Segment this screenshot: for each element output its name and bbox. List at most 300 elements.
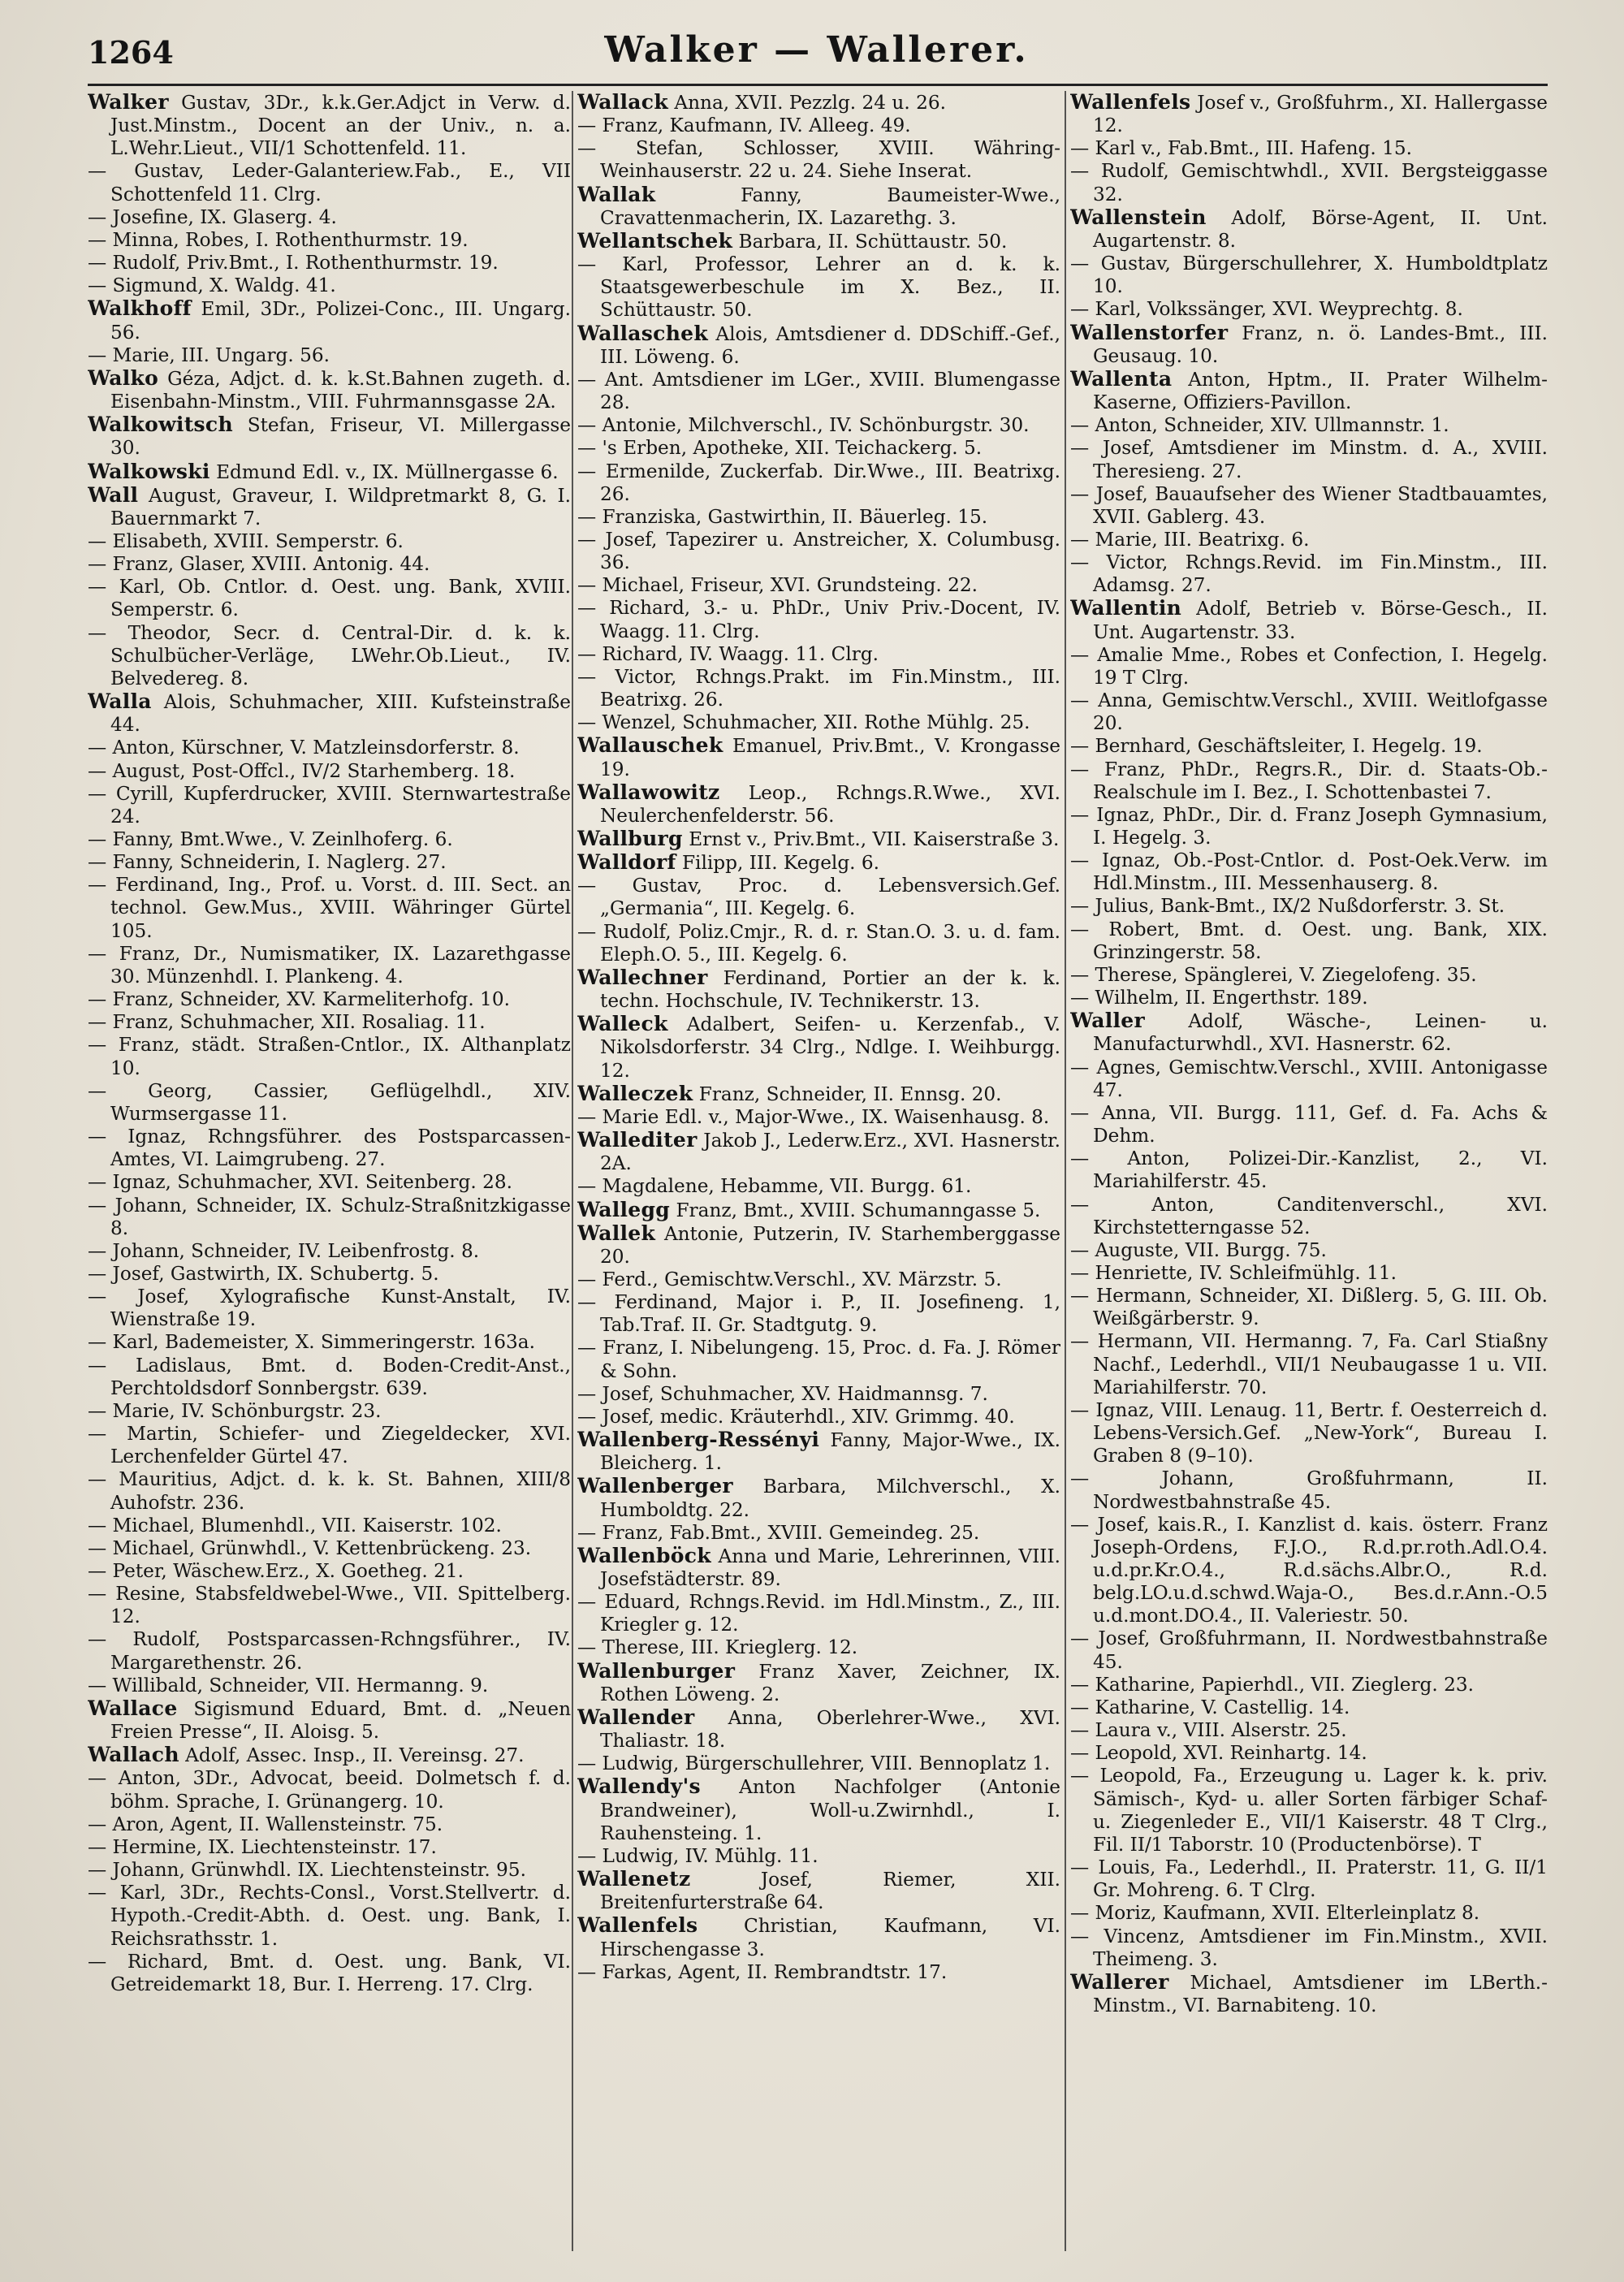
entry-text: Christian, Kaufmann, VI. Hirschengasse 3.: [600, 1915, 1060, 1960]
entry-text: — Eduard, Rchngs.Revid. im Hdl.Minstm., Z., III. Kriegler g. 12.: [577, 1591, 1060, 1636]
directory-surname-entry: [577, 1914, 1060, 1960]
directory-entry: [88, 553, 571, 576]
directory-entry: [1070, 1057, 1548, 1102]
directory-entry: [88, 1263, 571, 1286]
directory-entry: [577, 1175, 1060, 1198]
directory-entry: [88, 252, 571, 274]
directory-entry: [577, 1406, 1060, 1428]
directory-surname-entry: [1070, 91, 1548, 137]
entry-text: Fanny, Major-Wwe., IX. Bleicherg. 1.: [600, 1429, 1060, 1475]
directory-surname-entry: [1070, 597, 1548, 643]
directory-entry: [1070, 1467, 1548, 1513]
surname: Wallenetz: [577, 1867, 691, 1891]
entry-text: — Ferdinand, Major i. P., II. Josefineng. 1, Tab.Traf. II. Gr. Stadtgutg. 9.: [577, 1291, 1060, 1337]
directory-entry: [577, 1337, 1060, 1382]
entry-text: — Josef, Amtsdiener im Minstm. d. A., XVIII. Theresieng. 27.: [1070, 437, 1548, 482]
entry-text: — Karl, Professor, Lehrer an d. k. k. Staatsgewerbeschule im X. Bez., II. Schüttaustr. 50.: [577, 253, 1060, 322]
surname: Wallentin: [1070, 596, 1182, 620]
directory-surname-entry: [577, 1129, 1060, 1175]
entry-text: Anna, Oberlehrer-Wwe., XVI. Thaliastr. 18.: [600, 1706, 1060, 1753]
directory-entry: [88, 1171, 571, 1194]
entry-text: — Theodor, Secr. d. Central-Dir. d. k. k. Schulbücher-Verläge, LWehr.Ob.Lieut., IV. Belvedereg. 8.: [88, 621, 571, 689]
running-title: Walker — Wallerer.: [604, 29, 1029, 71]
entry-text: — Therese, III. Krieglerg. 12.: [577, 1636, 858, 1659]
directory-entry: [1070, 849, 1548, 895]
entry-text: — Leopold, XVI. Reinhartg. 14.: [1070, 1742, 1367, 1765]
column-1: [88, 91, 571, 2251]
directory-entry: [1070, 1742, 1548, 1765]
entry-text: — Josef, Xylografische Kunst-Anstalt, IV. Wienstraße 19.: [88, 1286, 571, 1331]
surname: Wall: [88, 482, 139, 507]
directory-entry: [88, 576, 571, 621]
entry-text: — Anton, Canditenverschl., XVI. Kirchstetterngasse 52.: [1070, 1193, 1548, 1238]
directory-entry: [1070, 1696, 1548, 1719]
entry-text: — Franziska, Gastwirthin, II. Bäuerleg. 15.: [577, 505, 988, 528]
directory-entry: [577, 1961, 1060, 1984]
directory-entry: [88, 1583, 571, 1628]
directory-surname-entry: [1070, 206, 1548, 253]
directory-entry: [1070, 529, 1548, 551]
directory-entry: [88, 1080, 571, 1126]
column-divider: [1065, 91, 1066, 2251]
directory-surname-entry: [577, 1083, 1060, 1106]
surname: Wallach: [88, 1743, 179, 1767]
entry-text: — Stefan, Schlosser, XVIII. Währing-Weinhauserstr. 22 u. 24. Siehe Inserat.: [577, 137, 1060, 183]
directory-entry: [1070, 759, 1548, 804]
directory-entry: [88, 1034, 571, 1079]
entry-text: — Franz, I. Nibelungeng. 15, Proc. d. Fa. J. Römer & Sohn.: [577, 1337, 1060, 1382]
directory-entry: [1070, 1239, 1548, 1262]
directory-entry: [88, 1537, 571, 1560]
directory-entry: [88, 1468, 571, 1514]
directory-entry: [88, 760, 571, 783]
page-number: 1264: [88, 34, 174, 71]
entry-text: — Ignaz, PhDr., Dir. d. Franz Joseph Gymnasium, I. Hegelg. 3.: [1070, 803, 1548, 849]
directory-entry: [1070, 1856, 1548, 1902]
entry-text: Fanny, Baumeister-Wwe., Cravattenmacherin, IX. Lazarethg. 3.: [600, 184, 1060, 229]
entry-text: — Ermenilde, Zuckerfab. Dir.Wwe., III. Beatrixg. 26.: [577, 460, 1060, 505]
directory-entry: [1070, 1719, 1548, 1742]
surname: Wallechner: [577, 965, 708, 989]
entry-text: Adolf, Assec. Insp., II. Vereinsg. 27.: [185, 1744, 525, 1767]
entry-text: — Peter, Wäschew.Erz., X. Goetheg. 21.: [88, 1560, 464, 1582]
entry-text: — Johann, Schneider, IV. Leibenfrostg. 8.: [88, 1239, 480, 1262]
directory-entry: [88, 229, 571, 252]
directory-entry: [1070, 644, 1548, 689]
entry-text: Sigismund Eduard, Bmt. d. „Neuen Freien Presse“, II. Aloisg. 5.: [110, 1697, 571, 1744]
entry-text: — Anna, Gemischtw.Verschl., XVIII. Weitlofgasse 20.: [1070, 689, 1548, 735]
surname: Wallenstein: [1070, 205, 1207, 229]
directory-entry: [1070, 483, 1548, 529]
surname: Walleck: [577, 1012, 668, 1036]
directory-entry: [88, 344, 571, 367]
entry-text: — Ferdinand, Ing., Prof. u. Vorst. d. III. Sect. an technol. Gew.Mus., XVIII. Währinger Gürtel 105.: [88, 874, 571, 942]
entry-text: Franz, Schneider, II. Ennsg. 20.: [698, 1083, 1002, 1105]
directory-surname-entry: [88, 413, 571, 460]
directory-entry: [88, 943, 571, 988]
entry-text: — Ant. Amtsdiener im LGer., XVIII. Blumengasse 28.: [577, 368, 1060, 414]
directory-surname-entry: [577, 322, 1060, 369]
directory-surname-entry: [577, 1222, 1060, 1268]
page-header: [88, 29, 1545, 80]
entry-text: — Hermann, VII. Hermanng. 7, Fa. Carl Stiaßny Nachf., Lederhdl., VII/1 Neubaugasse 1 u. VII. Mariahilferstr. 70.: [1070, 1330, 1548, 1398]
directory-entry: [88, 1813, 571, 1836]
surname: Walkowski: [88, 459, 210, 483]
directory-entry: [1070, 1902, 1548, 1925]
entry-text: — Victor, Rchngs.Revid. im Fin.Minstm., III. Adamsg. 27.: [1070, 551, 1548, 597]
entry-text: — Michael, Blumenhdl., VII. Kaiserstr. 102.: [88, 1514, 502, 1536]
entry-text: — Leopold, Fa., Erzeugung u. Lager k. k. priv. Sämisch-, Kyd- u. aller Sorten färbiger Schaf- u. Ziegenleder E., VII/1 Kaiserstr. 48 T Clrg., Fil. II/1 Taborstr. 10 (Productenbörse). T: [1070, 1765, 1548, 1856]
directory-entry: [88, 1628, 571, 1674]
entry-text: Edmund Edl. v., IX. Müllnergasse 6.: [216, 460, 559, 483]
directory-entry: [88, 1286, 571, 1331]
entry-text: — Hermann, Schneider, XI. Dißlerg. 5, G. III. Ob. Weißgärberstr. 9.: [1070, 1285, 1548, 1330]
directory-entry: [88, 828, 571, 851]
surname: Walko: [88, 365, 159, 390]
surname: Wallendy's: [577, 1774, 701, 1799]
directory-surname-entry: [577, 1428, 1060, 1475]
entry-text: — Willibald, Schneider, VII. Hermanng. 9.: [88, 1674, 489, 1696]
entry-text: Alois, Amtsdiener d. DDSchiff.-Gef., III. Löweng. 6.: [600, 322, 1060, 368]
entry-text: Barbara, Milchverschl., X. Humboldtg. 22.: [600, 1476, 1060, 1521]
entry-text: — Elisabeth, XVIII. Semperstr. 6.: [88, 529, 404, 552]
entry-text: Ferdinand, Portier an der k. k. techn. Hochschule, IV. Technikerstr. 13.: [600, 966, 1060, 1013]
directory-entry: [1070, 964, 1548, 987]
surname: Wallek: [577, 1221, 656, 1245]
entry-text: — Ignaz, Rchngsführer. des Postsparcassen-Amtes, VI. Laimgrubeng. 27.: [88, 1126, 571, 1171]
directory-entry: [577, 460, 1060, 506]
entry-text: — Franz, PhDr., Regrs.R., Dir. d. Staats-Ob.-Realschule im I. Bez., I. Schottenbastei 7.: [1070, 758, 1548, 803]
directory-surname-entry: [577, 734, 1060, 780]
directory-entry: [577, 1383, 1060, 1406]
surname: Wallenburger: [577, 1658, 736, 1683]
entry-text: — Ignaz, Schuhmacher, XVI. Seitenberg. 28.: [88, 1171, 512, 1194]
entry-text: — Katharine, V. Castellig. 14.: [1070, 1696, 1350, 1718]
directory-entry: [577, 875, 1060, 920]
directory-entry: [1070, 895, 1548, 918]
entry-text: — Karl, Ob. Cntlor. d. Oest. ung. Bank, XVIII. Semperstr. 6.: [88, 576, 571, 621]
entry-text: — Henriette, IV. Schleifmühlg. 11.: [1070, 1261, 1397, 1284]
directory-entry: [88, 737, 571, 759]
entry-text: — Rudolf, Priv.Bmt., I. Rothenthurmstr. 19.: [88, 252, 499, 274]
entry-text: — Louis, Fa., Lederhdl., II. Praterstr. 11, G. II/1 Gr. Mohreng. 6. T Clrg.: [1070, 1856, 1548, 1902]
directory-entry: [1070, 414, 1548, 437]
directory-surname-entry: [577, 1545, 1060, 1591]
entry-text: — Ignaz, VIII. Lenaug. 11, Bertr. f. Oesterreich d. Lebens-Versich.Gef. „New-York“, Bureau I. Graben 8 (9–10).: [1070, 1398, 1548, 1467]
directory-entry: [88, 1836, 571, 1859]
directory-entry: [577, 529, 1060, 574]
entry-text: Anton Nachfolger (Antonie Brandweiner), Woll-u.Zwirnhdl., I. Rauhensteing. 1.: [600, 1776, 1060, 1844]
directory-entry: [88, 1423, 571, 1468]
entry-text: — Gustav, Proc. d. Lebensversich.Gef. „Germania“, III. Kegelg. 6.: [577, 875, 1060, 920]
directory-entry: [1070, 1262, 1548, 1285]
directory-entry: [1070, 1194, 1548, 1239]
entry-text: — Hermine, IX. Liechtensteinstr. 17.: [88, 1835, 437, 1858]
entry-text: — Moriz, Kaufmann, XVII. Elterleinplatz 8.: [1070, 1902, 1480, 1925]
directory-entry: [577, 597, 1060, 642]
directory-surname-entry: [88, 297, 571, 344]
entry-text: — Agnes, Gemischtw.Verschl., XVIII. Antonigasse 47.: [1070, 1056, 1548, 1101]
column-2: [577, 91, 1060, 2251]
directory-surname-entry: [577, 1706, 1060, 1753]
entry-text: — Sigmund, X. Waldg. 41.: [88, 274, 336, 297]
directory-entry: [88, 1951, 571, 1996]
directory-entry: [577, 506, 1060, 529]
surname: Walkowitsch: [88, 413, 233, 437]
directory-entry: [1070, 689, 1548, 735]
directory-entry: [577, 1291, 1060, 1337]
directory-entry: [88, 622, 571, 690]
entry-text: Franz, n. ö. Landes-Bmt., III. Geusaug. 10.: [1093, 322, 1548, 367]
directory-entry: [88, 1400, 571, 1423]
entry-text: — Anna, VII. Burgg. 111, Gef. d. Fa. Achs & Dehm.: [1070, 1101, 1548, 1147]
entry-text: — Fanny, Schneiderin, I. Naglerg. 27.: [88, 851, 447, 874]
surname: Wallediter: [577, 1128, 698, 1152]
directory-entry: [1070, 1399, 1548, 1467]
directory-entry: [577, 115, 1060, 137]
entry-text: — Cyrill, Kupferdrucker, XVIII. Sternwartestraße 24.: [88, 782, 571, 828]
entry-text: — Franz, Schuhmacher, XII. Rosaliag. 11.: [88, 1011, 486, 1034]
directory-entry: [88, 1126, 571, 1171]
entry-text: Ernst v., Priv.Bmt., VII. Kaiserstraße 3.: [689, 828, 1060, 850]
entry-text: — Josef, Bauaufseher des Wiener Stadtbauamtes, XVII. Gablerg. 43.: [1070, 482, 1548, 528]
entry-text: — Ludwig, IV. Mühlg. 11.: [577, 1844, 818, 1867]
entry-text: Jakob J., Lederw.Erz., XVI. Hasnerstr. 2A.: [600, 1130, 1060, 1175]
directory-entry: [88, 874, 571, 942]
entry-text: Emanuel, Priv.Bmt., V. Krongasse 19.: [600, 735, 1060, 780]
entry-text: Leop., Rchngs.R.Wwe., XVI. Neulerchenfelderstr. 56.: [600, 781, 1060, 827]
entry-text: — Johann, Grünwhdl. IX. Liechtensteinstr. 95.: [88, 1859, 526, 1882]
entry-text: — Therese, Spänglerei, V. Ziegelofeng. 35.: [1070, 963, 1477, 986]
directory-entry: [577, 1106, 1060, 1129]
directory-surname-entry: [577, 91, 1060, 115]
surname: Wallegg: [577, 1197, 671, 1221]
directory-entry: [1070, 298, 1548, 321]
entry-text: — Franz, Kaufmann, IV. Alleeg. 49.: [577, 115, 911, 137]
entry-text: — Robert, Bmt. d. Oest. ung. Bank, XIX. Grinzingerstr. 58.: [1070, 918, 1548, 963]
directory-entry: [88, 1675, 571, 1697]
directory-entry: [88, 1560, 571, 1583]
directory-surname-entry: [577, 184, 1060, 230]
entry-text: — Antonie, Milchverschl., IV. Schönburgstr. 30.: [577, 414, 1030, 437]
entry-text: — Michael, Grünwhdl., V. Kettenbrückeng. 23.: [88, 1536, 532, 1559]
directory-surname-entry: [88, 91, 571, 160]
entry-text: Adolf, Betrieb v. Börse-Gesch., II. Unt. Augartenstr. 33.: [1093, 598, 1548, 643]
directory-entry: [577, 1636, 1060, 1659]
entry-text: — Richard, Bmt. d. Oest. ung. Bank, VI. Getreidemarkt 18, Bur. I. Herreng. 17. Clrg.: [88, 1950, 571, 1995]
entry-text: — Georg, Cassier, Geflügelhdl., XIV. Wurmsergasse 11.: [88, 1079, 571, 1125]
entry-text: Franz Xaver, Zeichner, IX. Rothen Löweng. 2.: [600, 1660, 1060, 1705]
entry-text: — Vincenz, Amtsdiener im Fin.Minstm., XVII. Theimeng. 3.: [1070, 1925, 1548, 1970]
entry-text: — Franz, Schneider, XV. Karmeliterhofg. 10.: [88, 988, 510, 1011]
directory-entry: [577, 137, 1060, 183]
entry-text: — Anton, Polizei-Dir.-Kanzlist, 2., VI. Mariahilferstr. 45.: [1070, 1147, 1548, 1193]
directory-surname-entry: [577, 1013, 1060, 1082]
directory-surname-entry: [577, 1199, 1060, 1222]
directory-entry: [1070, 804, 1548, 849]
surname: Walleczek: [577, 1081, 693, 1105]
entry-text: Josef, Riemer, XII. Breitenfurterstraße 64.: [600, 1869, 1060, 1914]
entry-text: — Karl v., Fab.Bmt., III. Hafeng. 15.: [1070, 137, 1413, 160]
entry-text: — Johann, Schneider, IX. Schulz-Straßnitzkigasse 8.: [88, 1194, 571, 1239]
directory-entry: [1070, 1330, 1548, 1398]
directory-surname-entry: [88, 484, 571, 530]
directory-entry: [577, 1268, 1060, 1291]
directory-entry: [577, 253, 1060, 322]
entry-text: — Franz, Glaser, XVIII. Antonig. 44.: [88, 553, 430, 576]
directory-entry: [88, 1355, 571, 1400]
directory-surname-entry: [1070, 1009, 1548, 1056]
directory-entry: [88, 1331, 571, 1354]
surname: Wallenfels: [1070, 91, 1191, 114]
directory-entry: [1070, 1102, 1548, 1147]
entry-text: — Marie Edl. v., Major-Wwe., IX. Waisenhausg. 8.: [577, 1105, 1050, 1128]
entry-text: Anna, XVII. Pezzlg. 24 u. 26.: [674, 92, 946, 114]
entry-text: — Ferd., Gemischtw.Verschl., XV. Märzstr. 5.: [577, 1268, 1002, 1290]
directory-surname-entry: [577, 230, 1060, 253]
directory-surname-entry: [577, 1475, 1060, 1521]
entry-text: — Johann, Großfuhrmann, II. Nordwestbahnstraße 45.: [1070, 1467, 1548, 1513]
surname: Walldorf: [577, 850, 676, 875]
directory-entry: [577, 1753, 1060, 1775]
directory-surname-entry: [1070, 322, 1548, 368]
directory-entry: [577, 414, 1060, 437]
entry-text: — Amalie Mme., Robes et Confection, I. Hegelg. 19 T Clrg.: [1070, 643, 1548, 689]
surname: Wellantschek: [577, 228, 733, 253]
entry-text: — Josef, Großfuhrmann, II. Nordwestbahnstraße 45.: [1070, 1627, 1548, 1673]
directory-entry: [88, 1515, 571, 1537]
directory-entry: [577, 643, 1060, 666]
entry-text: — Gustav, Bürgerschullehrer, X. Humboldtplatz 10.: [1070, 253, 1548, 298]
directory-entry: [577, 1845, 1060, 1868]
surname: Wallaschek: [577, 321, 708, 345]
directory-entry: [1070, 437, 1548, 482]
directory-entry: [577, 666, 1060, 711]
entry-text: — Aron, Agent, II. Wallensteinstr. 75.: [88, 1813, 443, 1835]
surname: Wallak: [577, 182, 656, 206]
directory-entry: [1070, 987, 1548, 1009]
directory-surname-entry: [577, 1660, 1060, 1706]
directory-entry: [577, 369, 1060, 414]
directory-entry: [577, 1591, 1060, 1636]
entry-text: — Rudolf, Gemischtwhdl., XVII. Bergsteiggasse 32.: [1070, 160, 1548, 205]
directory-surname-entry: [1070, 368, 1548, 414]
entry-text: Alois, Schuhmacher, XIII. Kufsteinstraße 44.: [110, 691, 571, 737]
directory-entry: [577, 574, 1060, 597]
entry-text: — Karl, 3Dr., Rechts-Consl., Vorst.Stellvertr. d. Hypoth.-Credit-Abth. d. Oest. ung. Bank, I. Reichsrathsstr. 1.: [88, 1882, 571, 1950]
entry-text: — Auguste, VII. Burgg. 75.: [1070, 1238, 1327, 1261]
surname: Wallenta: [1070, 366, 1173, 391]
entry-text: — Laura v., VIII. Alserstr. 25.: [1070, 1719, 1347, 1742]
entry-text: — Karl, Volkssänger, XVI. Weyprechtg. 8.: [1070, 298, 1463, 321]
surname: Wallauschek: [577, 733, 723, 758]
directory-entry: [1070, 1765, 1548, 1856]
entry-text: — Josefine, IX. Glaserg. 4.: [88, 205, 337, 228]
surname: Wallenfels: [577, 1913, 698, 1938]
entry-text: — Karl, Bademeister, X. Simmeringerstr. 163a.: [88, 1331, 535, 1354]
entry-text: — Franz, städt. Straßen-Cntlor., IX. Althanplatz 10.: [88, 1034, 571, 1079]
entry-text: Filipp, III. Kegelg. 6.: [681, 852, 880, 875]
surname: Wallack: [577, 91, 668, 114]
surname: Walker: [88, 91, 169, 114]
directory-entry: [88, 274, 571, 297]
entry-text: — Victor, Rchngs.Prakt. im Fin.Minstm., III. Beatrixg. 26.: [577, 665, 1060, 711]
surname: Wallenstorfer: [1070, 320, 1229, 344]
directory-surname-entry: [88, 690, 571, 737]
column-divider: [572, 91, 573, 2251]
entry-text: — Ludwig, Bürgerschullehrer, VIII. Bennoplatz 1.: [577, 1753, 1051, 1775]
entry-text: — Franz, Fab.Bmt., XVIII. Gemeindeg. 25.: [577, 1521, 980, 1544]
directory-entry: [1070, 735, 1548, 758]
directory-entry: [88, 851, 571, 874]
surname: Waller: [1070, 1009, 1145, 1033]
header-rule: [88, 84, 1548, 86]
entry-text: — Ignaz, Ob.-Post-Cntlor. d. Post-Oek.Verw. im Hdl.Minstm., III. Messenhauserg. 8.: [1070, 849, 1548, 895]
directory-entry: [1070, 918, 1548, 964]
entry-text: — Marie, III. Beatrixg. 6.: [1070, 528, 1310, 551]
entry-text: — Martin, Schiefer- und Ziegeldecker, XVI. Lerchenfelder Gürtel 47.: [88, 1423, 571, 1468]
surname: Wallburg: [577, 827, 683, 850]
directory-surname-entry: [88, 1697, 571, 1744]
entry-text: Géza, Adjct. d. k. k.St.Bahnen zugeth. d. Eisenbahn-Minstm., VIII. Fuhrmannsgasse 2A.: [110, 367, 571, 413]
entry-text: — Wenzel, Schuhmacher, XII. Rothe Mühlg. 25.: [577, 711, 1030, 734]
directory-entry: [577, 437, 1060, 460]
entry-text: Michael, Amtsdiener im LBerth.-Minstm., VI. Barnabiteng. 10.: [1093, 1971, 1548, 2016]
directory-surname-entry: [88, 460, 571, 484]
entry-text: — Marie, IV. Schönburgstr. 23.: [88, 1399, 382, 1422]
entry-text: — Fanny, Bmt.Wwe., V. Zeinlhoferg. 6.: [88, 828, 453, 850]
directory-surname-entry: [1070, 1971, 1548, 2017]
directory-entry: [1070, 1514, 1548, 1628]
entry-text: — Magdalene, Hebamme, VII. Burgg. 61.: [577, 1175, 972, 1198]
entry-text: — Katharine, Papierhdl., VII. Zieglerg. 23.: [1070, 1673, 1475, 1696]
directory-entry: [88, 1882, 571, 1950]
entry-text: — Bernhard, Geschäftsleiter, I. Hegelg. 19.: [1070, 735, 1483, 758]
directory-entry: [1070, 1285, 1548, 1330]
directory-surname-entry: [577, 828, 1060, 851]
entry-text: — Rudolf, Poliz.Cmjr., R. d. r. Stan.O. 3. u. d. fam. Eleph.O. 5., III. Kegelg. 6.: [577, 920, 1060, 966]
directory-surname-entry: [577, 966, 1060, 1013]
entry-text: Stefan, Friseur, VI. Millergasse 30.: [110, 414, 571, 460]
entry-text: — Anton, Kürschner, V. Matzleinsdorferstr. 8.: [88, 737, 520, 759]
directory-entry: [88, 1240, 571, 1263]
surname: Walkhoff: [88, 296, 192, 321]
directory-entry: [88, 1195, 571, 1240]
entry-text: — Gustav, Leder-Galanteriew.Fab., E., VII Schottenfeld 11. Clrg.: [88, 160, 571, 205]
entry-text: Anton, Hptm., II. Prater Wilhelm-Kaserne, Offiziers-Pavillon.: [1093, 368, 1548, 414]
entry-text: — Mauritius, Adjct. d. k. k. St. Bahnen, XIII/8 Auhofstr. 236.: [88, 1468, 571, 1514]
directory-entry: [1070, 1147, 1548, 1193]
directory-entry: [577, 1522, 1060, 1545]
directory-entry: [88, 988, 571, 1011]
entry-text: — Wilhelm, II. Engerthstr. 189.: [1070, 987, 1368, 1009]
entry-text: — Julius, Bank-Bmt., IX/2 Nußdorferstr. 3. St.: [1070, 895, 1505, 918]
entry-text: Franz, Bmt., XVIII. Schumanngasse 5.: [676, 1199, 1041, 1221]
entry-text: — Josef, Tapezirer u. Anstreicher, X. Columbusg. 36.: [577, 528, 1060, 574]
entry-text: — Anton, 3Dr., Advocat, beeid. Dolmetsch f. d. böhm. Sprache, I. Grünangerg. 10.: [88, 1767, 571, 1813]
entry-text: Adolf, Börse-Agent, II. Unt. Augartenstr. 8.: [1093, 206, 1548, 252]
entry-text: Anna und Marie, Lehrerinnen, VIII. Josefstädterstr. 89.: [600, 1545, 1060, 1590]
directory-entry: [88, 206, 571, 229]
entry-text: Adalbert, Seifen- u. Kerzenfab., V. Nikolsdorferstr. 34 Clrg., Ndlge. I. Weihburgg. 12.: [600, 1014, 1060, 1082]
directory-entry: [1070, 137, 1548, 160]
entry-text: — Anton, Schneider, XIV. Ullmannstr. 1.: [1070, 414, 1449, 437]
entry-text: Gustav, 3Dr., k.k.Ger.Adjct in Verw. d. Just.Minstm., Docent an der Univ., n. a. L.Wehr.Lieut., VII/1 Schottenfeld. 11.: [110, 92, 571, 160]
surname: Wallace: [88, 1696, 178, 1720]
directory-entry: [88, 1767, 571, 1813]
directory-entry: [1070, 1674, 1548, 1696]
surname: Wallender: [577, 1705, 695, 1729]
